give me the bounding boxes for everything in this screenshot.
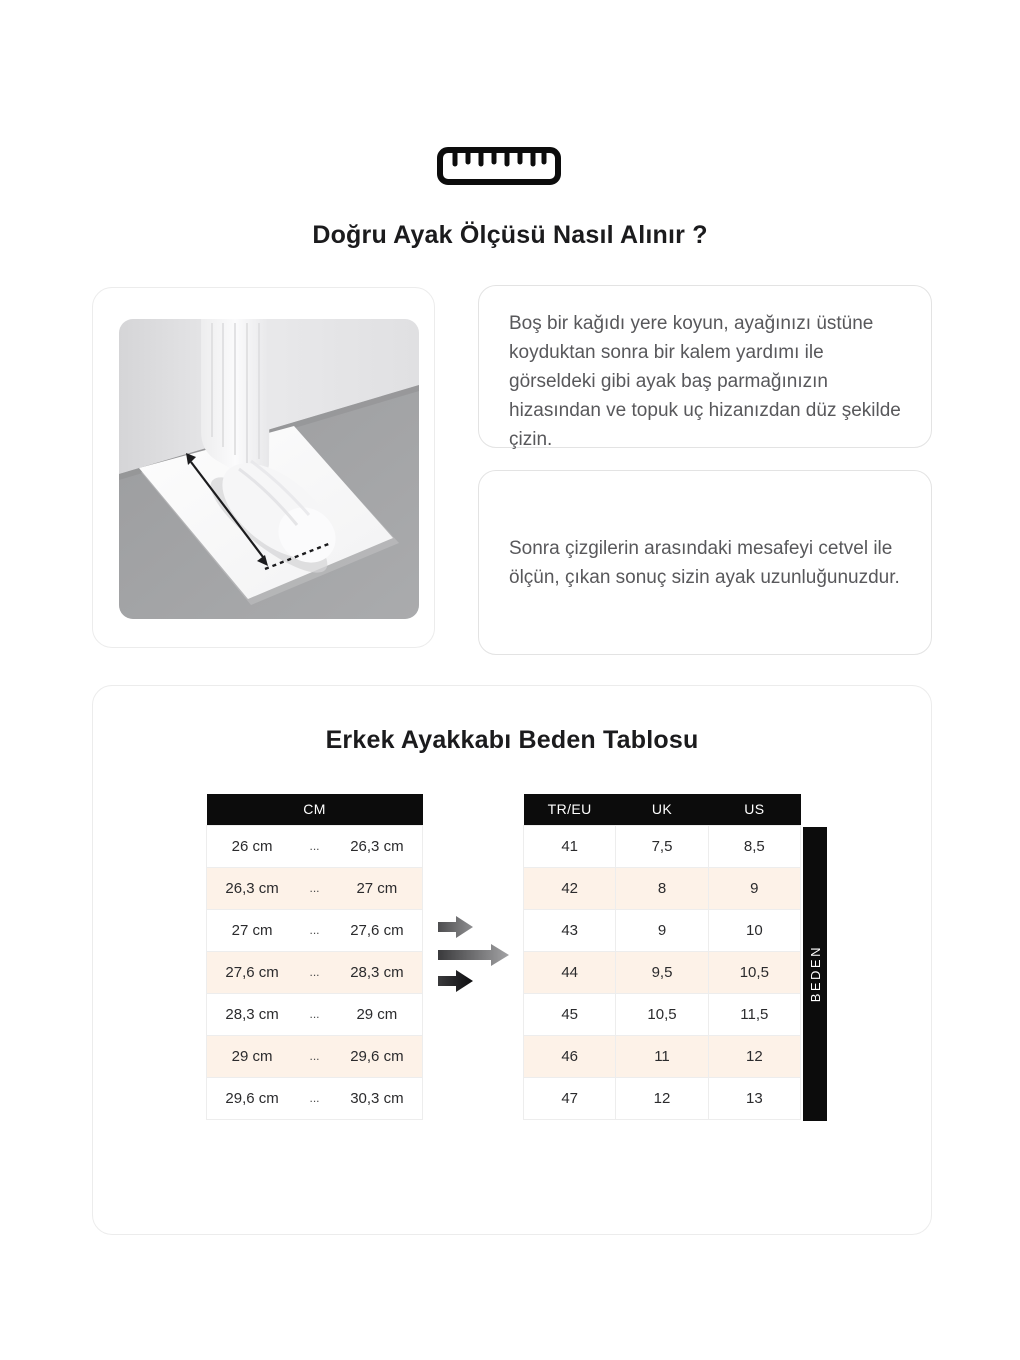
instruction-box-1	[478, 285, 932, 448]
intl-header-us: US	[708, 794, 800, 825]
cm-cell-to: 30,3 cm	[332, 1077, 423, 1119]
cm-cell-to: 27 cm	[332, 867, 423, 909]
intl-table-row	[524, 825, 801, 867]
intl-table-row	[524, 909, 801, 951]
cm-table-body	[207, 825, 423, 1119]
intl-size-table	[523, 794, 801, 1120]
cm-table-row	[207, 825, 423, 867]
intl-table-row	[524, 1035, 801, 1077]
intl-header-uk: UK	[616, 794, 708, 825]
intl-cell-uk: 7,5	[616, 825, 708, 867]
cm-table-row	[207, 1035, 423, 1077]
cm-cell-separator: ...	[297, 1035, 332, 1077]
intl-table-row	[524, 867, 801, 909]
cm-table-header-row	[207, 794, 423, 825]
intl-cell-tr-eu: 46	[524, 1035, 616, 1077]
intl-cell-uk: 9,5	[616, 951, 708, 993]
size-table-title: Erkek Ayakkabı Beden Tablosu	[325, 726, 699, 754]
cm-cell-from: 28,3 cm	[207, 993, 298, 1035]
cm-cell-from: 26 cm	[207, 825, 298, 867]
cm-cell-to: 29,6 cm	[332, 1035, 423, 1077]
cm-table-row	[207, 993, 423, 1035]
cm-cell-to: 27,6 cm	[332, 909, 423, 951]
measurement-photo-card	[92, 287, 435, 648]
cm-cell-to: 28,3 cm	[332, 951, 423, 993]
cm-table-row	[207, 909, 423, 951]
cm-cell-to: 29 cm	[332, 993, 423, 1035]
cm-header-cell: CM	[207, 794, 423, 825]
cm-cell-from: 27,6 cm	[207, 951, 298, 993]
intl-cell-tr-eu: 44	[524, 951, 616, 993]
intl-cell-us: 9	[708, 867, 800, 909]
intl-cell-uk: 12	[616, 1077, 708, 1119]
intl-cell-us: 11,5	[708, 993, 800, 1035]
intl-cell-us: 10	[708, 909, 800, 951]
cm-cell-from: 26,3 cm	[207, 867, 298, 909]
size-table-card	[92, 685, 932, 1235]
cm-cell-from: 29,6 cm	[207, 1077, 298, 1119]
intl-cell-us: 12	[708, 1035, 800, 1077]
intl-cell-us: 13	[708, 1077, 800, 1119]
intl-cell-uk: 10,5	[616, 993, 708, 1035]
intl-cell-us: 8,5	[708, 825, 800, 867]
intl-table-row	[524, 951, 801, 993]
intl-cell-tr-eu: 47	[524, 1077, 616, 1119]
cm-cell-from: 27 cm	[207, 909, 298, 951]
cm-table	[206, 794, 423, 1120]
intl-cell-tr-eu: 41	[524, 825, 616, 867]
intl-table-header-row	[524, 794, 801, 825]
intl-cell-us: 10,5	[708, 951, 800, 993]
cm-table-row	[207, 951, 423, 993]
intl-cell-uk: 8	[616, 867, 708, 909]
intl-cell-uk: 9	[616, 909, 708, 951]
intl-table-row	[524, 993, 801, 1035]
cm-cell-separator: ...	[297, 825, 332, 867]
cm-cell-from: 29 cm	[207, 1035, 298, 1077]
cm-table-row	[207, 867, 423, 909]
intl-cell-tr-eu: 45	[524, 993, 616, 1035]
convert-arrows-icon	[437, 914, 513, 996]
instruction-text-2: Sonra çizgilerin arasındaki mesafeyi cetvel ile ölçün, çıkan sonuç sizin ayak uzunluğunuzdur.	[509, 537, 900, 588]
cm-cell-to: 26,3 cm	[332, 825, 423, 867]
instruction-text-1: Boş bir kağıdı yere koyun, ayağınızı üstüne koyduktan sonra bir kalem yardımı ile görseldeki gibi ayak baş parmağınızın hizasından ve topuk uç hizanızdan düz şekilde çizin.	[509, 313, 901, 450]
foot-measurement-photo	[119, 319, 419, 619]
intl-table-row	[524, 1077, 801, 1119]
cm-table-row	[207, 1077, 423, 1119]
intl-cell-uk: 11	[616, 1035, 708, 1077]
cm-cell-separator: ...	[297, 1077, 332, 1119]
intl-table-body	[524, 825, 801, 1119]
intl-header-tr-eu: TR/EU	[524, 794, 616, 825]
cm-cell-separator: ...	[297, 951, 332, 993]
ruler-icon	[437, 147, 561, 185]
beden-side-label: BEDEN	[803, 827, 827, 1121]
cm-cell-separator: ...	[297, 909, 332, 951]
instruction-box-2	[478, 470, 932, 655]
cm-cell-separator: ...	[297, 867, 332, 909]
page-title: Doğru Ayak Ölçüsü Nasıl Alınır ?	[312, 221, 708, 249]
intl-cell-tr-eu: 43	[524, 909, 616, 951]
cm-cell-separator: ...	[297, 993, 332, 1035]
intl-cell-tr-eu: 42	[524, 867, 616, 909]
